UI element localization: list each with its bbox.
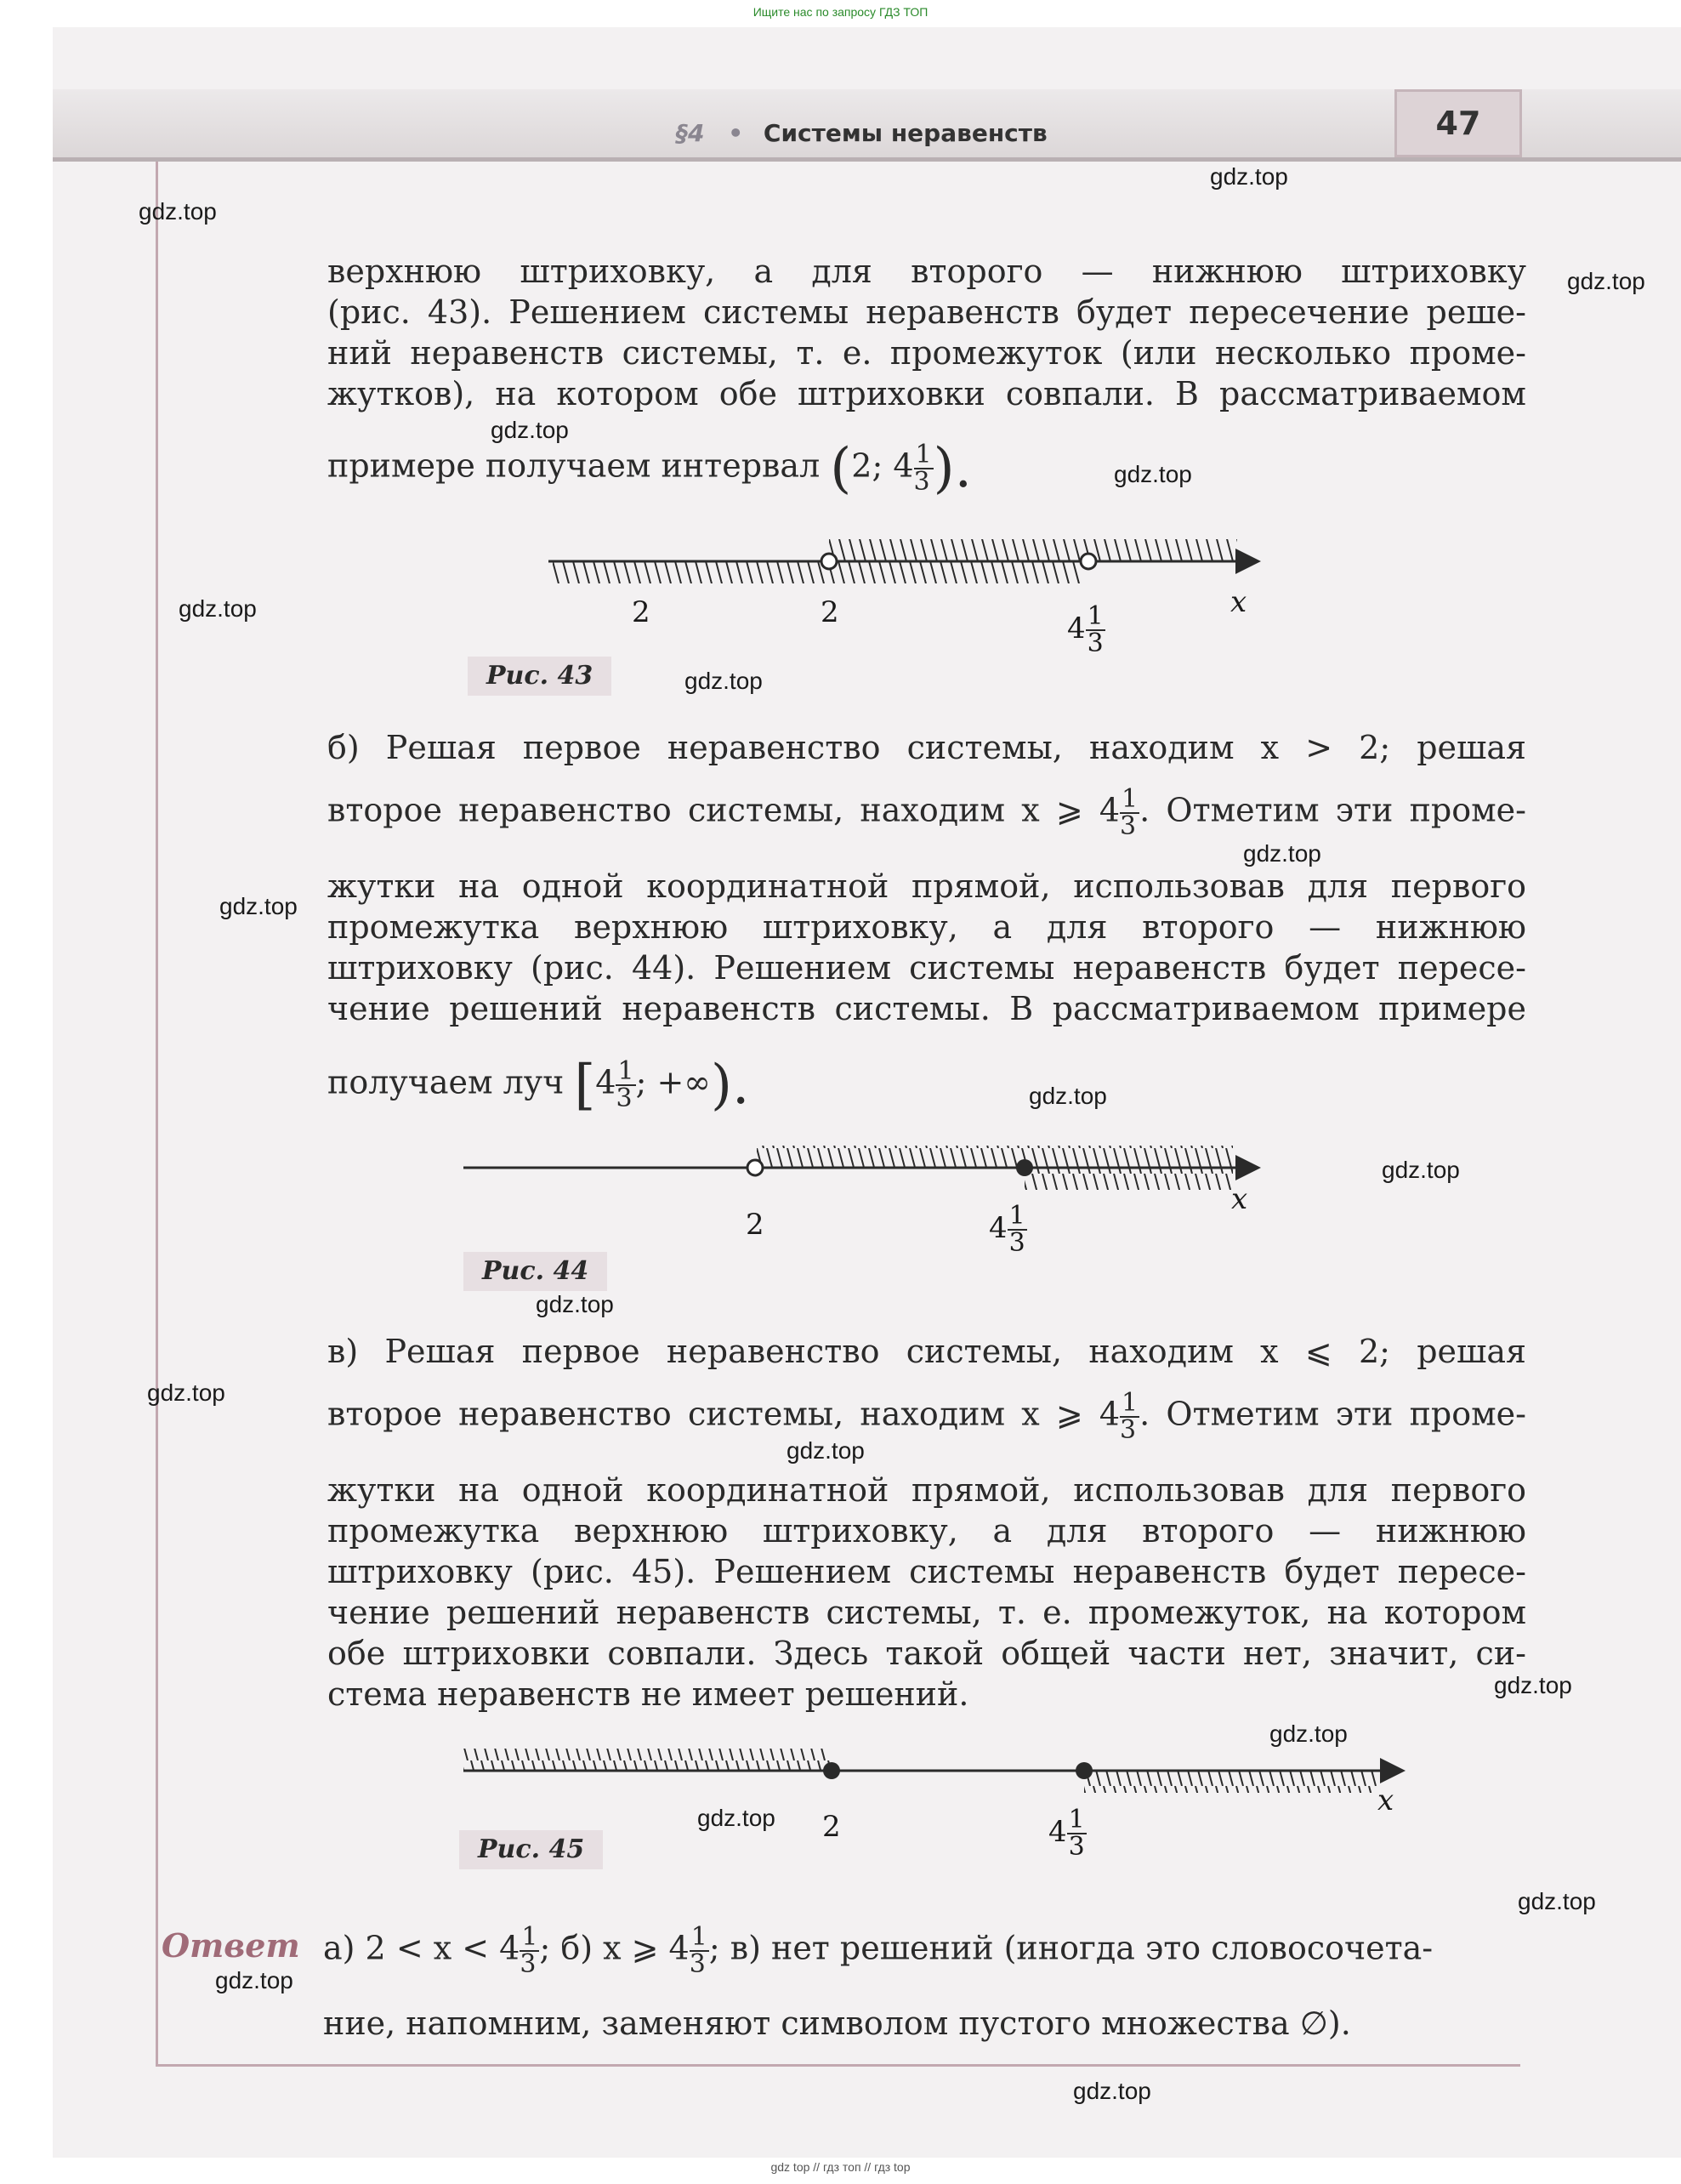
- tick-label: 4 $\frac{1}{3}$: [989, 1201, 1025, 1258]
- top-ad[interactable]: Ищите нас по запросу ГДЗ ТОП: [752, 5, 929, 19]
- watermark: gdz.top: [697, 1805, 775, 1831]
- watermark: gdz.top: [1567, 268, 1645, 294]
- text-line: жутки на одной координатной прямой, использовав для первого: [327, 867, 1526, 905]
- text-line: верхнюю штриховку, а для второго — нижнюю штриховку: [327, 253, 1526, 290]
- section-number: §4: [676, 119, 705, 147]
- text-line: чение решений неравенств системы, т. е. промежуток, на котором: [327, 1594, 1526, 1631]
- lower-hatching: [1084, 1771, 1377, 1793]
- closed-point: [1076, 1762, 1093, 1779]
- watermark: gdz.top: [787, 1437, 865, 1464]
- watermark: gdz.top: [1210, 163, 1288, 190]
- tick-label: 2: [822, 1810, 841, 1844]
- text-line: второе неравенство системы, находим x ⩾ 4 $\frac{1}{3}$ . Отметим эти проме-: [327, 784, 1526, 841]
- interval-line: примере получаем интервал (2; 4 $\frac{1}{3}$ ).: [327, 437, 972, 500]
- text-line: промежутка верхнюю штриховку, а для второго — нижнюю: [327, 908, 1526, 946]
- watermark: gdz.top: [1494, 1672, 1572, 1698]
- ray-line: получаем луч [4 $\frac{1}{3}$ ; +∞).: [327, 1054, 750, 1117]
- axis-label: x: [1230, 585, 1247, 619]
- tick-label: 2: [821, 595, 839, 629]
- text-line: чение решений неравенств системы. В рассматриваемом примере: [327, 990, 1526, 1027]
- text-line: ний неравенств системы, т. е. промежуток (или несколько проме-: [327, 334, 1526, 372]
- section-title: Системы неравенств: [763, 119, 1048, 147]
- watermark: gdz.top: [1518, 1888, 1596, 1914]
- axis-label: x: [1231, 1182, 1248, 1216]
- text-line: (рис. 43). Решением системы неравенств будет пересечение реше-: [327, 293, 1526, 331]
- axis-label: x: [1377, 1783, 1394, 1817]
- watermark: gdz.top: [139, 198, 217, 225]
- text-line: в) Решая первое неравенство системы, находим x ⩽ 2; решая: [327, 1333, 1526, 1370]
- tick-label: 4 $\frac{1}{3}$: [1048, 1805, 1085, 1862]
- watermark: gdz.top: [1243, 840, 1321, 867]
- watermark: gdz.top: [215, 1967, 293, 1993]
- watermark: gdz.top: [219, 893, 298, 919]
- watermark: gdz.top: [1029, 1083, 1107, 1109]
- watermark: gdz.top: [1382, 1157, 1460, 1183]
- text-line: обе штриховки совпали. Здесь такой общей части нет, значит, си-: [327, 1635, 1526, 1672]
- text-line: штриховку (рис. 45). Решением системы неравенств будет пересе-: [327, 1553, 1526, 1590]
- answer-label: Ответ: [162, 1926, 300, 1965]
- answer-line: ние, напомним, заменяют символом пустого множества ∅).: [323, 2005, 1351, 2042]
- watermark: gdz.top: [684, 668, 763, 694]
- tick-label: 2: [632, 595, 650, 629]
- page-number: 47: [1394, 89, 1522, 157]
- upper-hatching: [463, 1749, 831, 1771]
- watermark: gdz.top: [147, 1379, 225, 1406]
- text-line: б) Решая первое неравенство системы, находим x > 2; решая: [327, 729, 1526, 766]
- answer-line: а) 2 < x < 4 $\frac{1}{3}$ ; б) x ⩾ 4 $\frac{1}{3}$ ; в) нет решений (иногда это словосочета-: [323, 1922, 1434, 1979]
- figure-label: Рис. 43: [468, 657, 611, 696]
- tick-label: 4 $\frac{1}{3}$: [1067, 601, 1104, 658]
- text-line: жутков), на котором обе штриховки совпали. В рассматриваемом: [327, 375, 1526, 412]
- text-line: жутки на одной координатной прямой, использовав для первого: [327, 1471, 1526, 1509]
- text-line: промежутка верхнюю штриховку, а для второго — нижнюю: [327, 1512, 1526, 1550]
- watermark: gdz.top: [1269, 1720, 1348, 1747]
- watermark: gdz.top: [1073, 2078, 1151, 2104]
- tick-label: 2: [746, 1208, 764, 1242]
- text-line: штриховку (рис. 44). Решением системы неравенств будет пересе-: [327, 949, 1526, 987]
- text-line: второе неравенство системы, находим x ⩾ 4 $\frac{1}{3}$ . Отметим эти проме-: [327, 1388, 1526, 1445]
- watermark: gdz.top: [179, 595, 257, 622]
- closed-point: [823, 1762, 840, 1779]
- bottom-ad: gdz top // гдз топ // гдз top: [770, 2160, 911, 2174]
- text-line: стема неравенств не имеет решений.: [327, 1675, 969, 1713]
- watermark: gdz.top: [1114, 461, 1192, 487]
- fraction: $\frac{1}{3}$: [913, 440, 932, 497]
- figure-label: Рис. 44: [463, 1252, 607, 1291]
- figure-label: Рис. 45: [459, 1830, 603, 1869]
- watermark: gdz.top: [536, 1291, 614, 1317]
- watermark: gdz.top: [491, 417, 569, 443]
- header-bullet: •: [728, 119, 744, 147]
